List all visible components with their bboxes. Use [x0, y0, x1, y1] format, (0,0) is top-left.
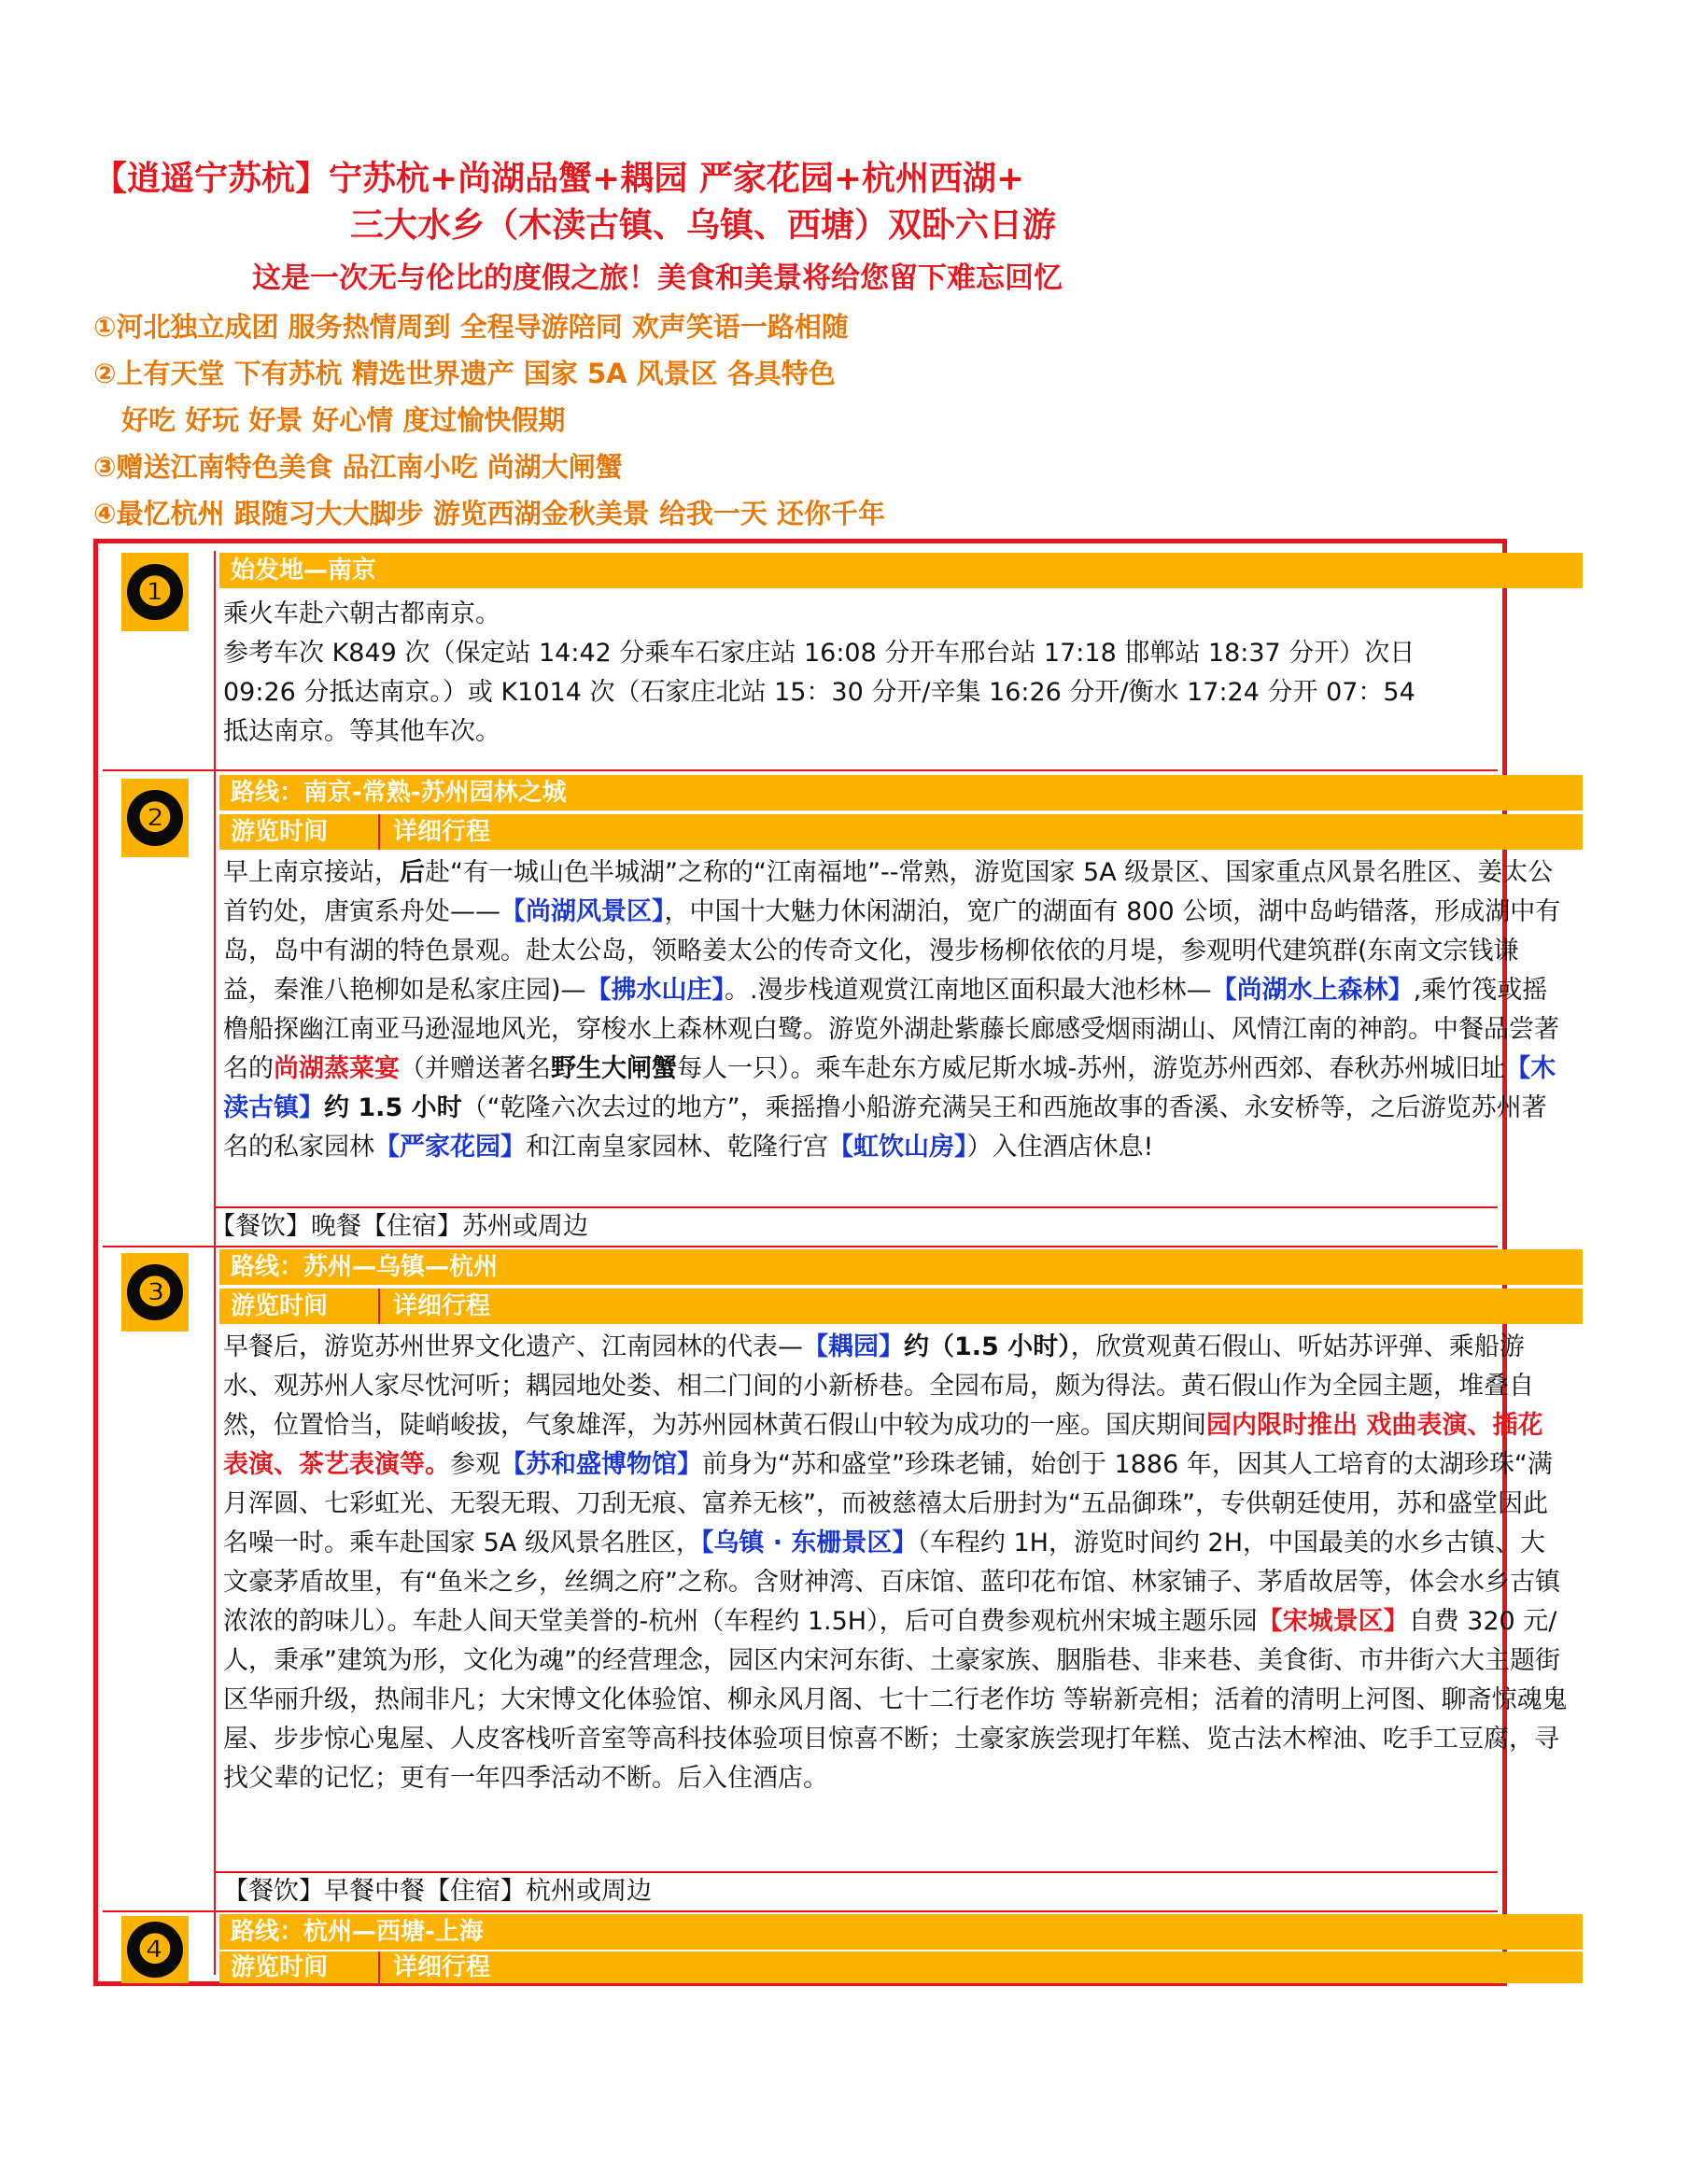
- text: 每人一只）。乘车赴东方威尼斯水城-苏州，游览苏州西郊、春秋苏州城旧址: [677, 1054, 1506, 1083]
- spot-hongyin: 【虹饮山房】: [828, 1133, 967, 1162]
- show-highlight: 园内限时推出 戏曲表演、插花表演、茶艺表演等。: [223, 1411, 1543, 1479]
- spot-forest: 【尚湖水上森林】: [1211, 976, 1414, 1005]
- text: ，中国十大魅力休闲湖泊，宽广的湖面有 800 公顷，湖中岛屿错落，形成湖中有岛，岛中有湖的特色景观。赴太公岛，领略姜太公的传奇文化，漫步杨柳依依的月堤，参观明代建筑群(东南文宗钱谦益，秦淮八艳柳如是私家庄园)—: [223, 897, 1561, 1005]
- text: ,乘竹筏或摇橹船探幽江南亚马逊湿地风光，穿梭水上森林观白鹭。游览外湖赴紫藤长廊感受烟雨湖山、风情江南的神韵。中餐品尝著名的: [223, 976, 1559, 1083]
- text: （车程约 1H，游览时间约 2H，中国最美的水乡古镇、大文豪茅盾故里，有“鱼米之乡，丝绸之府”之称。含财神湾、百床馆、蓝印花布馆、林家铺子、茅盾故居等，体会水乡古镇浓浓的韵味儿）。车赴人间天堂美誉的-杭州（车程约 1.5H），后可自费参观杭州宋城主题乐园: [223, 1529, 1560, 1636]
- text: ）入住酒店休息!: [966, 1133, 1154, 1162]
- day-1-line: 参考车次 K849 次（保定站 14:42 分乘车石家庄站 16:08 分开车邢台站 17:18 邯郸站 18:37 分开）次日: [223, 639, 1415, 668]
- day-3-badge: [121, 1253, 189, 1332]
- day-3-header-bar: [219, 1289, 1583, 1324]
- text: （“乾隆六次去过的地方”，乘摇撸小船游充满吴王和西施故事的香溪、永安桥等，之后游览苏州著名的私家园林: [223, 1093, 1547, 1162]
- spot-ouyuan: 【耦园】: [803, 1332, 904, 1361]
- duration: 约（1.5 小时）: [904, 1332, 1071, 1361]
- day-1-route-bar: [219, 553, 1583, 588]
- day-4-badge: [121, 1916, 189, 1983]
- day-1-badge: [121, 553, 189, 631]
- page-title-line2: 三大水乡（木渎古镇、乌镇、西塘）双卧六日游: [350, 206, 1057, 245]
- spot-suhesheng: 【苏和盛博物馆】: [500, 1450, 702, 1479]
- meal-highlight: 尚湖蒸菜宴: [274, 1054, 400, 1083]
- day-3-route-bar: [219, 1249, 1583, 1285]
- text: 参观: [450, 1450, 500, 1479]
- row-divider: [103, 1910, 1498, 1912]
- itinerary-table: [93, 539, 1568, 1986]
- highlight-2-cont: 好吃 好玩 好景 好心情 度过愉快假期: [121, 404, 566, 436]
- day-1-number: ❶: [127, 564, 183, 620]
- spot-shanghu: 【尚湖风景区】: [500, 897, 665, 926]
- spot-yanjia: 【严家花园】: [374, 1133, 526, 1162]
- spot-fushui: 【拂水山庄】: [585, 976, 725, 1005]
- col-time-label: 游览时间: [219, 1289, 380, 1324]
- day-4-route-bar: [219, 1914, 1583, 1950]
- column-divider: [214, 551, 216, 1975]
- col-time-label: 游览时间: [219, 814, 380, 850]
- day-2-header-bar: [219, 814, 1583, 850]
- text: 早餐后，游览苏州世界文化遗产、江南园林的代表—: [223, 1332, 803, 1361]
- day-3-paragraph: [223, 1328, 1568, 1798]
- day-1-line: 抵达南京。等其他车次。: [223, 717, 500, 746]
- col-time-label: 游览时间: [219, 1952, 380, 1983]
- spot-songcheng: 【宋城景区】: [1257, 1607, 1409, 1636]
- text: 前身为“苏和盛堂”珍珠老铺，始创于 1886 年，因其人工培育的太湖珍珠“满月浑圆、七彩虹光、无裂无瑕、刀刮无痕、富养无核”，而被慈禧太后册封为“五品御珠”，专供朝廷使用，苏和盛堂因此名噪一时。乘车赴国家 5A 级风景名胜区，: [223, 1450, 1553, 1557]
- crab-highlight: 野生大闸蟹: [551, 1054, 677, 1083]
- text: 早上南京接站，: [223, 858, 400, 887]
- day-4-header-bar: [219, 1952, 1583, 1983]
- col-detail-label: 详细行程: [393, 1953, 491, 1981]
- duration: 约 1.5 小时: [324, 1093, 462, 1122]
- highlight-2: ②上有天堂 下有苏杭 精选世界遗产 国家 5A 风景区 各具特色: [93, 358, 836, 389]
- text: ，欣赏观黄石假山、听姑苏评弹、乘船游水、观苏州人家尽忱河听；耦园地处娄、相二门间的小新桥巷。全园布局，颇为得法。黄石假山作为全园主题，堆叠自然，位置恰当，陡峭峻拔，气象雄浑，为苏州园林黄石假山中较为成功的一座。国庆期间: [223, 1332, 1534, 1440]
- day-1-line: 乘火车赴六朝古都南京。: [223, 599, 500, 628]
- day-2-number: ❷: [127, 790, 183, 846]
- page-title: 【逍遥宁苏杭】宁苏杭+尚湖品蟹+耦园 严家花园+杭州西湖+: [93, 160, 1025, 198]
- text: 和江南皇家园林、乾隆行宫: [526, 1133, 828, 1162]
- day-1-route: 始发地—南京: [231, 557, 377, 585]
- page-subtitle: 这是一次无与伦比的度假之旅！美食和美景将给您留下难忘回忆: [252, 261, 1063, 295]
- col-detail-label: 详细行程: [393, 1292, 491, 1320]
- text: 后: [400, 858, 425, 887]
- day-2-details: [223, 853, 1568, 1167]
- highlight-4: ④最忆杭州 跟随习大大脚步 游览西湖金秋美景 给我一天 还你千年: [93, 498, 885, 529]
- col-detail-label: 详细行程: [393, 818, 491, 846]
- text: 。.漫步栈道观赏江南地区面积最大池杉林—: [725, 976, 1212, 1005]
- day-3-meal: 【餐饮】早餐中餐【住宿】杭州或周边: [223, 1877, 652, 1906]
- day-4-route: 路线：杭州—西塘-上海: [231, 1918, 484, 1946]
- day-2-route: 路线：南京-常熟-苏州园林之城: [231, 779, 567, 807]
- text: （并赠送著名: [400, 1054, 551, 1083]
- day-2-route-bar: [219, 775, 1583, 810]
- row-divider: [103, 769, 1498, 771]
- highlight-1: ①河北独立成团 服务热情周到 全程导游陪同 欢声笑语一路相随: [93, 311, 849, 343]
- day-3-details: [223, 1328, 1568, 1798]
- day-2-paragraph: [223, 853, 1568, 1167]
- day-1-line: 09:26 分抵达南京。）或 K1014 次（石家庄北站 15：30 分开/辛集 16:26 分开/衡水 17:24 分开 07：54: [223, 678, 1415, 707]
- text: 赴“有一城山色半城湖”之称的“江南福地”--常熟，游览国家 5A 级景区、国家重点风景名胜区、姜太公首钓处，唐寅系舟处——: [223, 858, 1554, 926]
- row-divider: [103, 1246, 1498, 1247]
- text: 自费 320 元/人，秉承”建筑为形，文化为魂”的经营理念，园区内宋河东街、土豪家族、胭脂巷、非来巷、美食街、市井街六大主题街区华丽升级，热闹非凡；大宋博文化体验馆、柳永风月阁、七十二行老作坊 等崭新亮相；活着的清明上河图、聊斋惊魂鬼屋、步步惊心鬼屋、人皮客栈听音室等高科技体验项目惊喜不断；土豪家族尝现打年糕、览古法木榨油、吃手工豆腐，寻找父辈的记忆；更有一年四季活动不断。后入住酒店。: [223, 1607, 1568, 1793]
- day-4-number: ❹: [127, 1922, 183, 1978]
- spot-mudu: 【木渎古镇】: [223, 1054, 1556, 1122]
- day-2-meal: 【餐饮】晚餐【住宿】苏州或周边: [210, 1212, 588, 1241]
- day-3-number: ❸: [127, 1264, 183, 1320]
- day-1-details: [223, 595, 1568, 752]
- day-2-badge: [121, 779, 189, 857]
- spot-wuzhen: 【乌镇 · 东栅景区】: [700, 1529, 918, 1557]
- day-3-route: 路线：苏州—乌镇—杭州: [231, 1253, 499, 1281]
- highlight-3: ③赠送江南特色美食 品江南小吃 尚湖大闸蟹: [93, 451, 623, 483]
